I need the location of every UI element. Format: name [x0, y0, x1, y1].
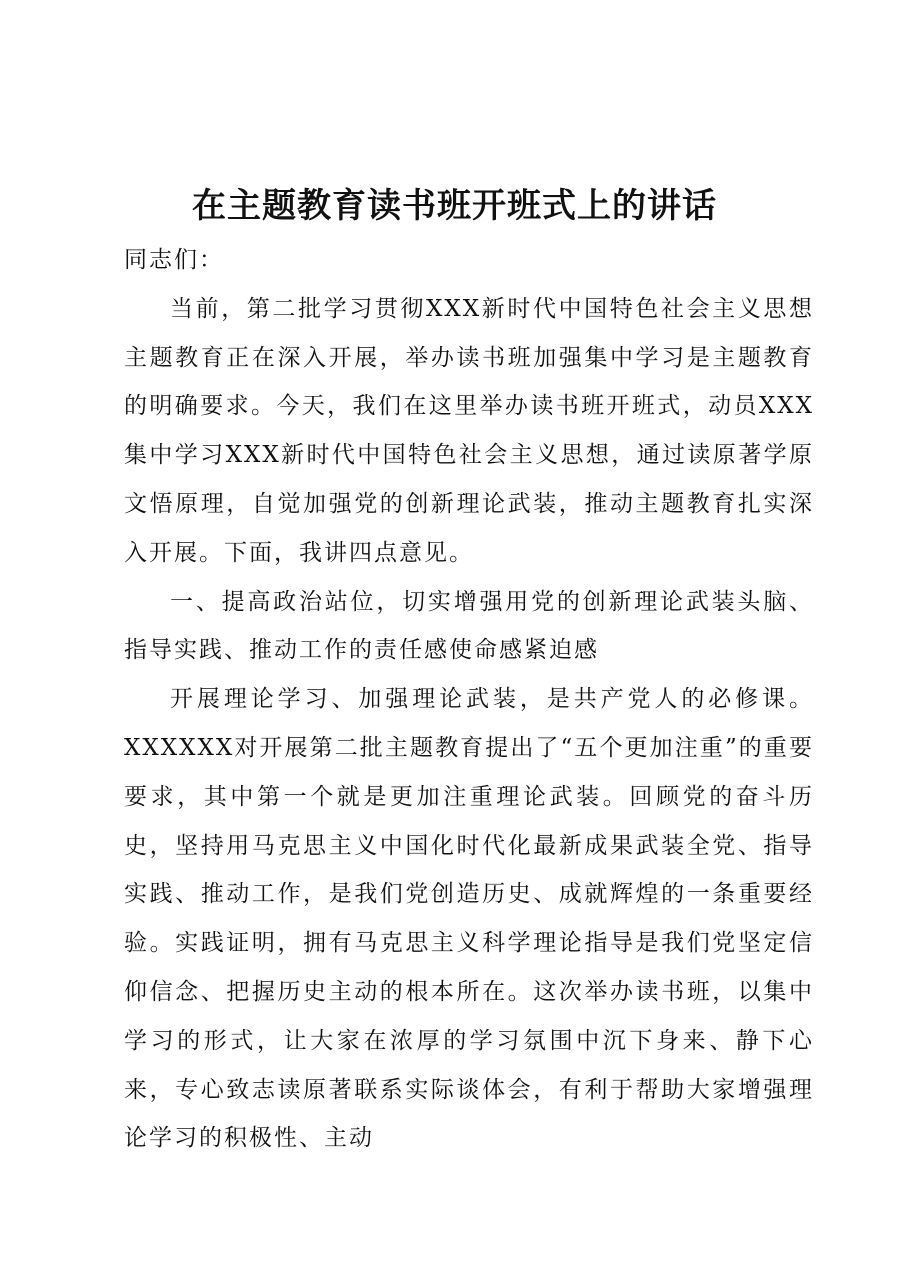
- paragraph-intro: 当前，第二批学习贯彻XXX新时代中国特色社会主义思想主题教育正在深入开展，举办读书班加强集中学习是主题教育的明确要求。今天，我们在这里举办读书班开班式，动员XXX集中学习XXX新时代中国特色社会主义思想，通过读原著学原文悟原理，自觉加强党的创新理论武装，推动主题教育扎实深入开展。下面，我讲四点意见。: [124, 295, 814, 566]
- section-heading-one: 一、提高政治站位，切实增强用党的创新理论武装头脑、指导实践、推动工作的责任感使命感紧迫感: [124, 588, 814, 664]
- salutation: 同志们：: [124, 247, 224, 273]
- document-title: 在主题教育读书班开班式上的讲话: [192, 186, 717, 226]
- paragraph-section-one: 开展理论学习、加强理论武装，是共产党人的必修课。XXXXXX对开展第二批主题教育提出了“五个更加注重”的重要要求，其中第一个就是更加注重理论武装。回顾党的奋斗历史，坚持用马克思主义中国化时代化最新成果武装全党、指导实践、推动工作，是我们党创造历史、成就辉煌的一条重要经验。实践证明，拥有马克思主义科学理论指导是我们党坚定信仰信念、把握历史主动的根本所在。这次举办读书班，以集中学习的形式，让大家在浓厚的学习氛围中沉下身来、静下心来，专心致志读原著联系实际谈体会，有利于帮助大家增强理论学习的积极性、主动: [124, 686, 814, 1152]
- document-body: [124, 236, 814, 1163]
